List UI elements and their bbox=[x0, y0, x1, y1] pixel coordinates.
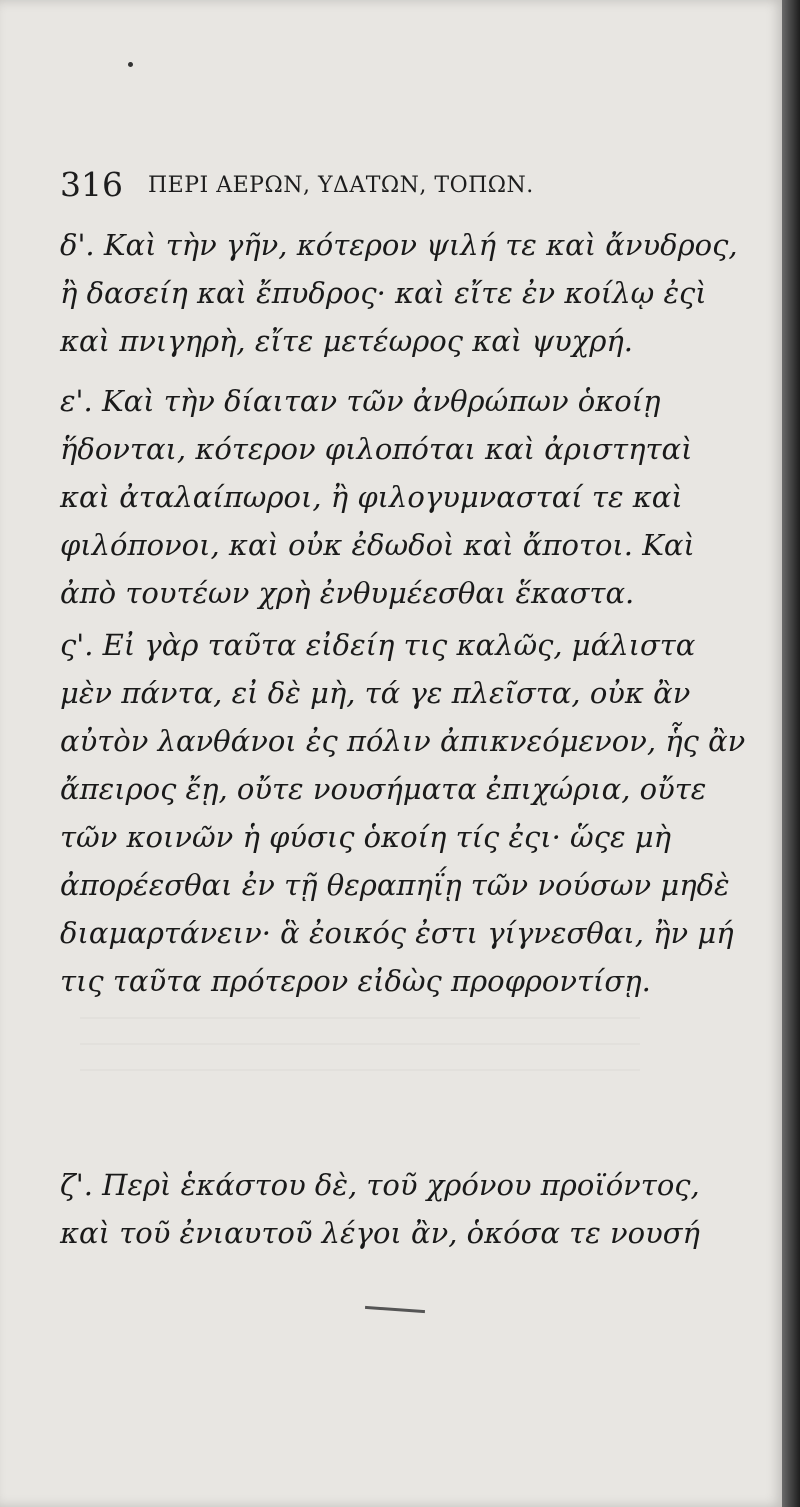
page-edge-shadow bbox=[782, 0, 800, 1507]
text-line: ἢ δασείη καὶ ἔπυδρος· καὶ εἴτε ἐν κοίλῳ ἐςὶ bbox=[60, 276, 707, 310]
page-number: 316 bbox=[60, 165, 123, 204]
page-header bbox=[60, 165, 720, 215]
text-line: ε'. Καὶ τὴν δίαιταν τῶν ἀνθρώπων ὁκοίῃ bbox=[60, 384, 661, 418]
text-line: φιλόπονοι, καὶ οὐκ ἐδωδοὶ καὶ ἄποτοι. Καὶ bbox=[60, 528, 695, 562]
scan-mark bbox=[365, 1306, 425, 1313]
bleed-through-artifact bbox=[80, 1005, 640, 1095]
text-line: ζ'. Περὶ ἑκάστου δὲ, τοῦ χρόνου προϊόντος, bbox=[60, 1168, 700, 1202]
running-title: ΠΕΡΙ ΑΕΡΩΝ, ΥΔΑΤΩΝ, ΤΟΠΩΝ. bbox=[148, 173, 534, 198]
text-line: τις ταῦτα πρότερον εἰδὼς προφροντίσῃ. bbox=[60, 964, 651, 998]
text-line: διαμαρτάνειν· ἃ ἐοικός ἐστι γίγνεσθαι, ἢν μή bbox=[60, 916, 734, 950]
text-line: μὲν πάντα, εἰ δὲ μὴ, τά γε πλεῖστα, οὐκ ἂν bbox=[60, 676, 691, 710]
text-line: ἀπὸ τουτέων χρὴ ἐνθυμέεσθαι ἕκαστα. bbox=[60, 576, 635, 610]
text-line: ς'. Εἰ γὰρ ταῦτα εἰδείη τις καλῶς, μάλιστα bbox=[60, 628, 696, 662]
text-line: ἥδονται, κότερον φιλοπόται καὶ ἀριστηταὶ bbox=[60, 432, 693, 466]
text-line: αὐτὸν λανθάνοι ἐς πόλιν ἀπικνεόμενον, ἧς ἂν bbox=[60, 724, 746, 758]
text-line: καὶ ἀταλαίπωροι, ἢ φιλογυμνασταί τε καὶ bbox=[60, 480, 683, 514]
text-line: καὶ πνιγηρὴ, εἴτε μετέωρος καὶ ψυχρή. bbox=[60, 324, 633, 358]
text-line: δ'. Καὶ τὴν γῆν, κότερον ψιλή τε καὶ ἄνυδρος, bbox=[60, 228, 738, 262]
text-line: ἄπειρος ἔῃ, οὔτε νουσήματα ἐπιχώρια, οὔτε bbox=[60, 772, 707, 806]
text-line: καὶ τοῦ ἐνιαυτοῦ λέγοι ἂν, ὁκόσα τε νουσή bbox=[60, 1216, 700, 1250]
text-line: τῶν κοινῶν ἡ φύσις ὁκοίη τίς ἐςι· ὥςε μὴ bbox=[60, 820, 671, 854]
text-line: ἀπορέεσθαι ἐν τῇ θεραπηΐῃ τῶν νούσων μηδὲ bbox=[60, 868, 730, 902]
dust-speck bbox=[128, 62, 133, 67]
